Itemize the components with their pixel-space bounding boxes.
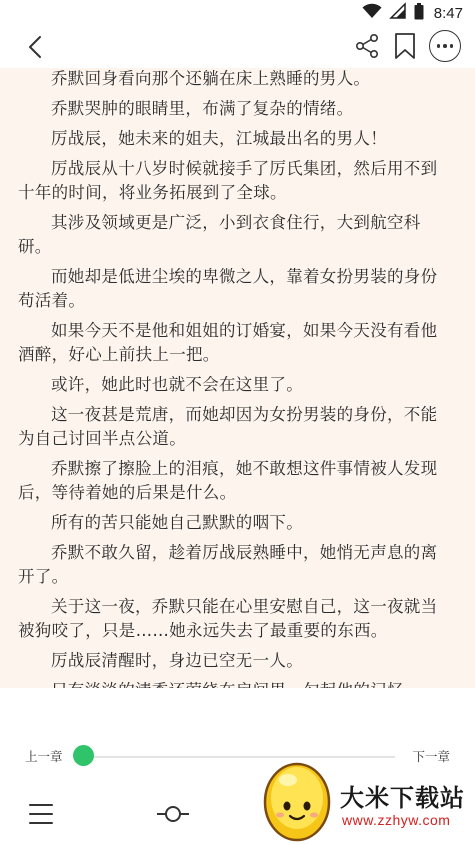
status-bar <box>0 0 475 26</box>
paragraph: 关于这一夜，乔默只能在心里安慰自己，这一夜就当被狗咬了，只是……她永远失去了最重要的东西。 <box>18 597 438 640</box>
next-chapter-button[interactable]: 下一章 <box>412 749 450 764</box>
top-bar <box>0 26 475 68</box>
progress-button[interactable] <box>156 802 190 826</box>
bottom-panel <box>0 688 475 844</box>
menu-icon <box>29 804 53 806</box>
bookmark-button[interactable] <box>391 30 419 62</box>
menu-button[interactable] <box>29 804 53 824</box>
paragraph: 乔默擦了擦脸上的泪痕，她不敢想这件事情被人发现后，等待着她的后果是什么。 <box>18 459 438 502</box>
paragraph: 如果今天不是他和姐姐的订婚宴，如果今天没有看他酒醉，好心上前扶上一把。 <box>18 321 438 364</box>
share-icon <box>354 33 380 59</box>
paragraph: 厉战辰从十八岁时候就接手了厉氏集团，然后用不到十年的时间，将业务拓展到了全球。 <box>18 159 438 202</box>
progress-slider-thumb[interactable] <box>73 745 94 766</box>
status-icons <box>362 3 463 23</box>
signal-icon <box>390 3 406 23</box>
prev-chapter-button[interactable]: 上一章 <box>25 749 63 764</box>
paragraph: 厉战辰，她未来的姐夫，江城最出名的男人！ <box>51 129 387 148</box>
watermark-title: 大米下载站 <box>340 784 465 812</box>
back-button[interactable] <box>22 34 48 60</box>
battery-icon <box>414 3 424 24</box>
paragraph: 其涉及领域更是广泛，小到衣食住行，大到航空科研。 <box>18 213 421 256</box>
paragraph: 而她却是低进尘埃的卑微之人，靠着女扮男装的身份苟活着。 <box>18 267 438 310</box>
wifi-icon <box>362 3 382 23</box>
paragraph: 这一夜甚是荒唐，而她却因为女扮男装的身份，不能为自己讨回半点公道。 <box>18 405 438 448</box>
chapter-content <box>0 67 475 733</box>
paragraph: 所有的苦只能她自己默默的咽下。 <box>51 513 303 532</box>
progress-icon <box>156 802 190 826</box>
paragraph: 乔默回身看向那个还躺在床上熟睡的男人。 <box>51 69 371 88</box>
reading-area[interactable] <box>0 68 475 688</box>
more-dots-icon <box>437 44 441 48</box>
paragraph: 乔默哭肿的眼睛里，布满了复杂的情绪。 <box>51 99 354 118</box>
site-watermark <box>258 754 475 844</box>
egg-mascot-icon <box>260 756 334 842</box>
bookmark-icon <box>394 32 416 60</box>
chevron-left-icon <box>28 35 42 59</box>
paragraph: 乔默不敢久留，趁着厉战辰熟睡中，她悄无声息的离开了。 <box>18 543 438 586</box>
more-button[interactable] <box>429 30 461 62</box>
top-actions <box>353 30 461 62</box>
share-button[interactable] <box>353 30 381 62</box>
watermark-url: www.zzhyw.com <box>342 812 451 828</box>
paragraph: 厉战辰清醒时，身边已空无一人。 <box>51 651 303 670</box>
status-time: 8:47 <box>433 4 463 22</box>
paragraph: 或许，她此时也就不会在这里了。 <box>51 375 303 394</box>
